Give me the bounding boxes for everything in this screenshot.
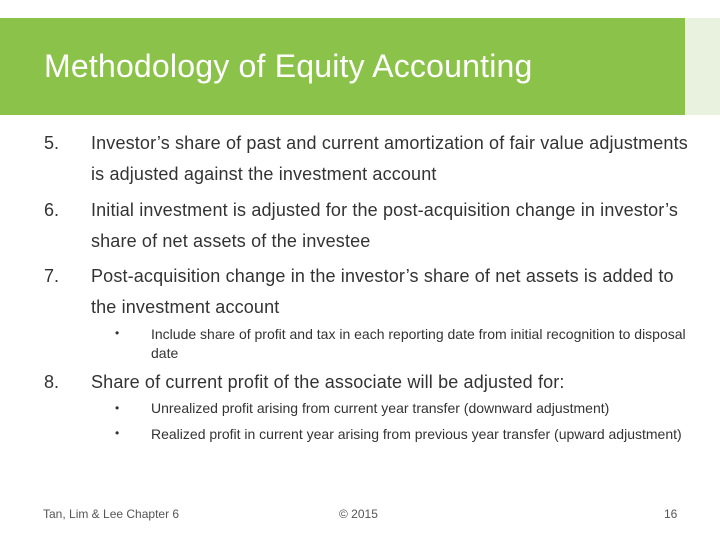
item-number-6: 6. (44, 200, 60, 220)
sub-item-text: Include share of profit and tax in each reporting date from initial recognition to disposal date (151, 326, 686, 361)
slide-title: Methodology of Equity Accounting (44, 48, 533, 84)
footer-source: Tan, Lim & Lee Chapter 6 (43, 507, 180, 521)
title-accent-strip (685, 18, 720, 115)
item-text-7: Post-acquisition change in the investor’s share of net assets is added to the investment account (91, 266, 674, 317)
page-number: 16 (664, 507, 678, 521)
item-number-8: 8. (44, 372, 60, 392)
bullet-marker: • (115, 426, 120, 440)
bullet-marker: • (115, 401, 120, 415)
item-text-5: Investor’s share of past and current amortization of fair value adjustments is adjusted against the investment account (91, 133, 688, 184)
bullet-marker: • (115, 326, 120, 340)
sub-item-text: Unrealized profit arising from current year transfer (downward adjustment) (151, 400, 610, 416)
sub-item-text: Realized profit in current year arising from previous year transfer (upward adjustment) (151, 426, 682, 442)
item-text-8: Share of current profit of the associate will be adjusted for: (91, 372, 565, 392)
item-number-7: 7. (44, 266, 60, 286)
footer-copyright: © 2015 (339, 507, 378, 521)
item-number-5: 5. (44, 133, 60, 153)
item-text-6: Initial investment is adjusted for the post-acquisition change in investor’s share of net assets of the investee (91, 200, 679, 251)
